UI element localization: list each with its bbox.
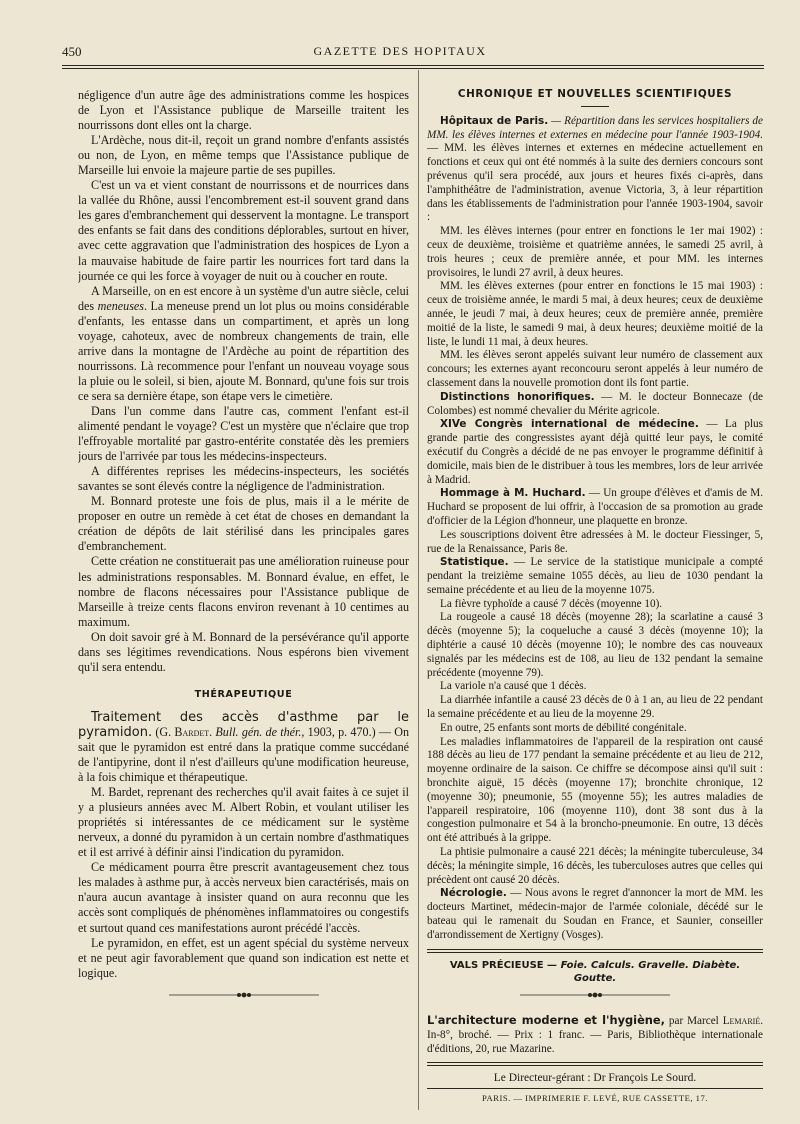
paragraph: L'Ardèche, nous dit-il, reçoit un grand nombre d'enfants assistés ou non, de Lyon, en même temps que l'Assistance publique de Marseille lui envoie la majeure partie de ses pupilles. <box>78 133 409 178</box>
printer-line: PARIS. — IMPRIMERIE F. LEVÉ, RUE CASSETTE, 17. <box>482 1093 708 1104</box>
text-run: — Le service de la statistique municipale a compté pendant la treizième semaine 1055 décès, au lieu de 1030 pendant la semaine précédente et au lieu de la moyenne 1075. <box>427 556 763 596</box>
left-column <box>78 88 409 1118</box>
journal-name: Bull. gén. de thér. <box>215 724 302 739</box>
gerant-line: Le Directeur-gérant : Dr François Le Sourd. <box>493 1072 697 1085</box>
paragraph: A différentes reprises les médecins-inspecteurs, les sociétés savantes se sont élevés contre la négligence de l'administration. <box>78 464 409 494</box>
header-rule-2 <box>62 68 764 69</box>
paragraph: Les maladies inflammatoires de l'appareil de la respiration ont causé 188 décès au lieu de 177 pendant la semaine précédente et au lieu de 212, moyenne ordinaire de la saison. Ce chiffre se décompose ainsi qu'il suit : bronchite aiguë, 15 décès (moyenne 17); bronchite chronique, 12 (moyenne 30); pneumonie, 55 (moyenne 55); les autres maladies de l'appareil respiratoire, 106 (moyenne 110), dont 38 sont dus à la congestion pulmonaire et 54 à la broncho-pneumonie. En outre, 13 décès ont été attribués à la grippe. <box>427 735 763 845</box>
running-title: GAZETTE DES HOPITAUX <box>313 44 487 58</box>
text-run: — La plus grande partie des congressistes ayant déjà quitté leur pays, le comité exécutif du Congrès a décidé de ne pas envoyer le programme définitif à domicile, mais bien de le distribuer à tous les membres, lors de leur arrivée à Madrid. <box>427 418 763 486</box>
paragraph: MM. les élèves externes (pour entrer en fonctions le 15 mai 1903) : ceux de troisième année, le mardi 5 mai, à deux heures; ceux de deuxième année, le jeudi 7 mai, à deux heures; ceux de première année, première moitié de la liste, le samedi 9 mai, à deux heures; deuxième moitié de la liste, le lundi 11 mai, à deux heures. <box>427 280 763 348</box>
text-run: . <box>209 724 216 739</box>
item-heading: Hommage à M. Huchard. <box>440 487 586 500</box>
section-heading: CHRONIQUE ET NOUVELLES SCIENTIFIQUES <box>457 88 733 100</box>
text-run: (G. <box>152 724 175 739</box>
text-run: . In-8°, broché. — Prix : 1 franc. — Paris, Bibliothèque internationale d'éditions, 20, rue Mazarine. <box>427 1015 763 1055</box>
paragraph: La variole n'a causé que 1 décès. <box>440 680 587 693</box>
author-name: Bardet <box>174 724 210 739</box>
text-run: par Marcel <box>664 1015 723 1027</box>
advert-vals <box>427 959 763 987</box>
section-heading: THÉRAPEUTIQUE <box>194 688 293 700</box>
paragraph: On doit savoir gré à M. Bonnard de la persévérance qu'il apporte dans ses légitimes revendications. Nous espérons bien vivement qu'il sera entendu. <box>78 629 409 674</box>
ornament-rule-icon <box>520 991 670 999</box>
paragraph: M. Bonnard proteste une fois de plus, mais il a le mérite de proposer en outre un remède à cet état de choses en demandant la création de dépôts de lait stérilisé dans les principales gares d'embranchement. <box>78 494 409 554</box>
emphasis: meneuses <box>97 298 144 313</box>
news-item <box>427 115 763 225</box>
news-item <box>427 487 763 528</box>
text-run: , 1903, p. 470.) — On sait que le pyramidon est entré dans la pratique comme succédané de l'antipyrine, dont il n'est d'ailleurs qu'une modification heureuse, à la fois chimique et thérapeutique. <box>78 724 409 785</box>
paragraph: Les souscriptions doivent être adressées à M. le docteur Fiessinger, 5, rue de la Renaissance, Paris 8e. <box>427 528 763 555</box>
paragraph: Ce médicament pourra être prescrit avantageusement chez tous les malades à asthme pur, à accès nerveux bien caractérisés, mais on n'aura aucun avantage à insister quand on aura reconnu que les accès sont compliqués de phénomènes inflammatoires ou congestifs et surtout quand ces manifestations auront précédé l'accès. <box>78 860 409 935</box>
rule <box>427 1088 763 1089</box>
advert-indications: — Foie. Calculs. Gravelle. Diabète. Goutte. <box>543 959 741 985</box>
emphasis: — Répartition dans les services hospitaliers de MM. les élèves internes et externes en médecine pour l'année 1903-1904. <box>427 114 763 141</box>
paragraph: C'est un va et vient constant de nourrissons et de nourrices dans la vallée du Rhône, aussi l'encombrement est-il souvent grand dans les gares d'embranchement qui desservent la montagne. Le transport des enfants se fait dans des conditions déplorables, surtout en hiver, avec cette aggravation que l'administration des hospices de Lyon a la mauvaise habitude de faire partir les nourrices fort tard dans la journée ce qui les force à voyager de nuit ou à coucher en route. <box>78 178 409 283</box>
paragraph: Le pyramidon, en effet, est un agent spécial du système nerveux et ne peut agir favorablement que quand son indication est nette et logique. <box>78 935 409 980</box>
header-rule <box>62 65 764 66</box>
paragraph: La fièvre typhoïde a causé 7 décès (moyenne 10). <box>440 597 663 610</box>
article-title: Traitement des accès d'asthme par le pyramidon. <box>78 709 409 740</box>
text-run: A Marseille, on en est encore à un système d'un autre siècle, celui des <box>78 283 409 313</box>
book-notice <box>427 1014 763 1056</box>
double-rule <box>427 1062 763 1066</box>
column-divider <box>418 70 419 1110</box>
news-item <box>427 887 763 942</box>
text-run: . La meneuse prend un lot plus ou moins considérable d'enfants, les entasse dans un compartiment, et après un long voyage, cahoteux, avec de nombreux changements de train, elle arrive dans la montagne de l'Ardèche au point de répartition des nourrissons. Là recommence pour l'enfant un nouveau voyage sous la pluie ou le soleil, si bien, ajoute M. Bonnard, qu'une fois sur trois ce sera sa dernière étape, son étape vers le cimetière. <box>78 298 409 403</box>
ornament-rule-icon <box>169 991 319 999</box>
paragraph <box>78 284 409 404</box>
right-column <box>427 88 763 1118</box>
text-run: — Nous avons le regret d'annoncer la mort de MM. les docteurs Martinet, médecin-major de l'armée coloniale, décédé sur le bateau qui le ramenait du Soudan en France, et Saunier, conseiller d'arrondissement de Xertigny (Vosges). <box>427 887 763 941</box>
page-number: 450 <box>62 44 82 59</box>
double-rule <box>427 949 763 953</box>
paragraph: Cette création ne constituerait pas une amélioration ruineuse pour les administrations responsables. M. Bonnard évalue, en effet, le nombre de flacons nécessaires pour l'Assistance publique de Marseille à treize cents flacons environ revenant à 10 centimes au maximum. <box>78 554 409 629</box>
item-heading: XIVe Congrès international de médecine. <box>440 418 699 431</box>
text-run: — Un groupe d'élèves et d'amis de M. Huchard se proposent de lui offrir, à l'occasion de sa promotion au grade d'officier de la Légion d'honneur, une plaquette en bronze. <box>427 487 763 527</box>
paragraph: MM. les élèves internes (pour entrer en fonctions le 1er mai 1902) : ceux de deuxième, troisième et quatrième années, le samedi 25 avril, à trois heures ; ceux de première année, et pour MM. les internes provisoires, le lundi 27 avril, à deux heures. <box>427 225 763 279</box>
article-lead <box>78 710 409 785</box>
short-rule <box>581 106 609 107</box>
news-item <box>427 391 763 419</box>
news-item <box>427 556 763 597</box>
item-heading: Nécrologie. <box>440 887 507 900</box>
advert-brand: VALS PRÉCIEUSE <box>449 959 544 971</box>
author-name: Lemarié <box>722 1015 761 1027</box>
end-ornament <box>78 989 409 1004</box>
news-item <box>427 418 763 487</box>
paragraph: MM. les élèves seront appelés suivant leur numéro de classement aux concours; les externes ayant reconcouru seront appelés à leur numéro de classement dans la nouvelle promotion dont ils font partie. <box>427 349 763 389</box>
paragraph: négligence d'un autre âge des administrations comme les hospices de Lyon et l'Assistance publique de Marseille traitent les nourrissons dont elles ont la charge. <box>78 88 409 133</box>
item-heading: Statistique. <box>440 556 509 569</box>
paragraph: La diarrhée infantile a causé 23 décès de 0 à 1 an, au lieu de 22 pendant la semaine précédente et au lieu de la moyenne 29. <box>427 694 763 721</box>
item-heading: Distinctions honorifiques. <box>440 390 595 403</box>
text-run: — MM. les élèves internes et externes en médecine actuellement en fonctions et ceux qui ont été nommés à la suite des derniers concours sont prévenus qu'il sera procédé, aux jours et heures fixés ci-après, dans l'amphithéâtre de l'administration, avenue Victoria, 3, à leur répartition dans les établissements de l'administration pour l'année 1903-1904, savoir : <box>427 142 763 224</box>
paragraph: Dans l'un comme dans l'autre cas, comment l'enfant est-il alimenté pendant le voyage? C'est un mystère que n'éclaire que trop l'effroyable mortalité par gastro-entérite constatée dès les premiers jours de l'arrivée par tous les médecins-inspecteurs. <box>78 403 409 464</box>
paragraph: La phtisie pulmonaire a causé 221 décès; la méningite tuberculeuse, 34 décès; la méningite simple, 16 décès, les tuberculoses autres que celles qui précèdent ont causé 20 décès. <box>427 846 763 886</box>
item-heading: Hôpitaux de Paris. <box>440 114 549 127</box>
text-run: — M. le docteur Bonnecaze (de Colombes) est nommé chevalier du Mérite agricole. <box>427 390 763 417</box>
paragraph: La rougeole a causé 18 décès (moyenne 28); la scarlatine a causé 3 décès (moyenne 5); la coqueluche a causé 3 décès (moyenne 10); la diphtérie a causé 10 décès (moyenne 10); le nombre des cas nouveaux signalés par les médecins est de 108, au lieu de 132 pendant la semaine précédente (moyenne 79). <box>427 611 763 679</box>
ornament <box>427 990 763 1004</box>
paragraph: En outre, 25 enfants sont morts de débilité congénitale. <box>440 721 687 734</box>
book-title: L'architecture moderne et l'hygiène, <box>427 1013 665 1027</box>
paragraph: M. Bardet, reprenant des recherches qu'il avait faites à ce sujet il y a plusieurs années avec M. Albert Robin, et voulant utiliser les propriétés si intéressantes de ce médicament sur le système nerveux, a donné du pyramidon à un certain nombre d'asthmatiques et il est arrivé à définir ainsi l'indication du pyramidon. <box>78 785 409 860</box>
